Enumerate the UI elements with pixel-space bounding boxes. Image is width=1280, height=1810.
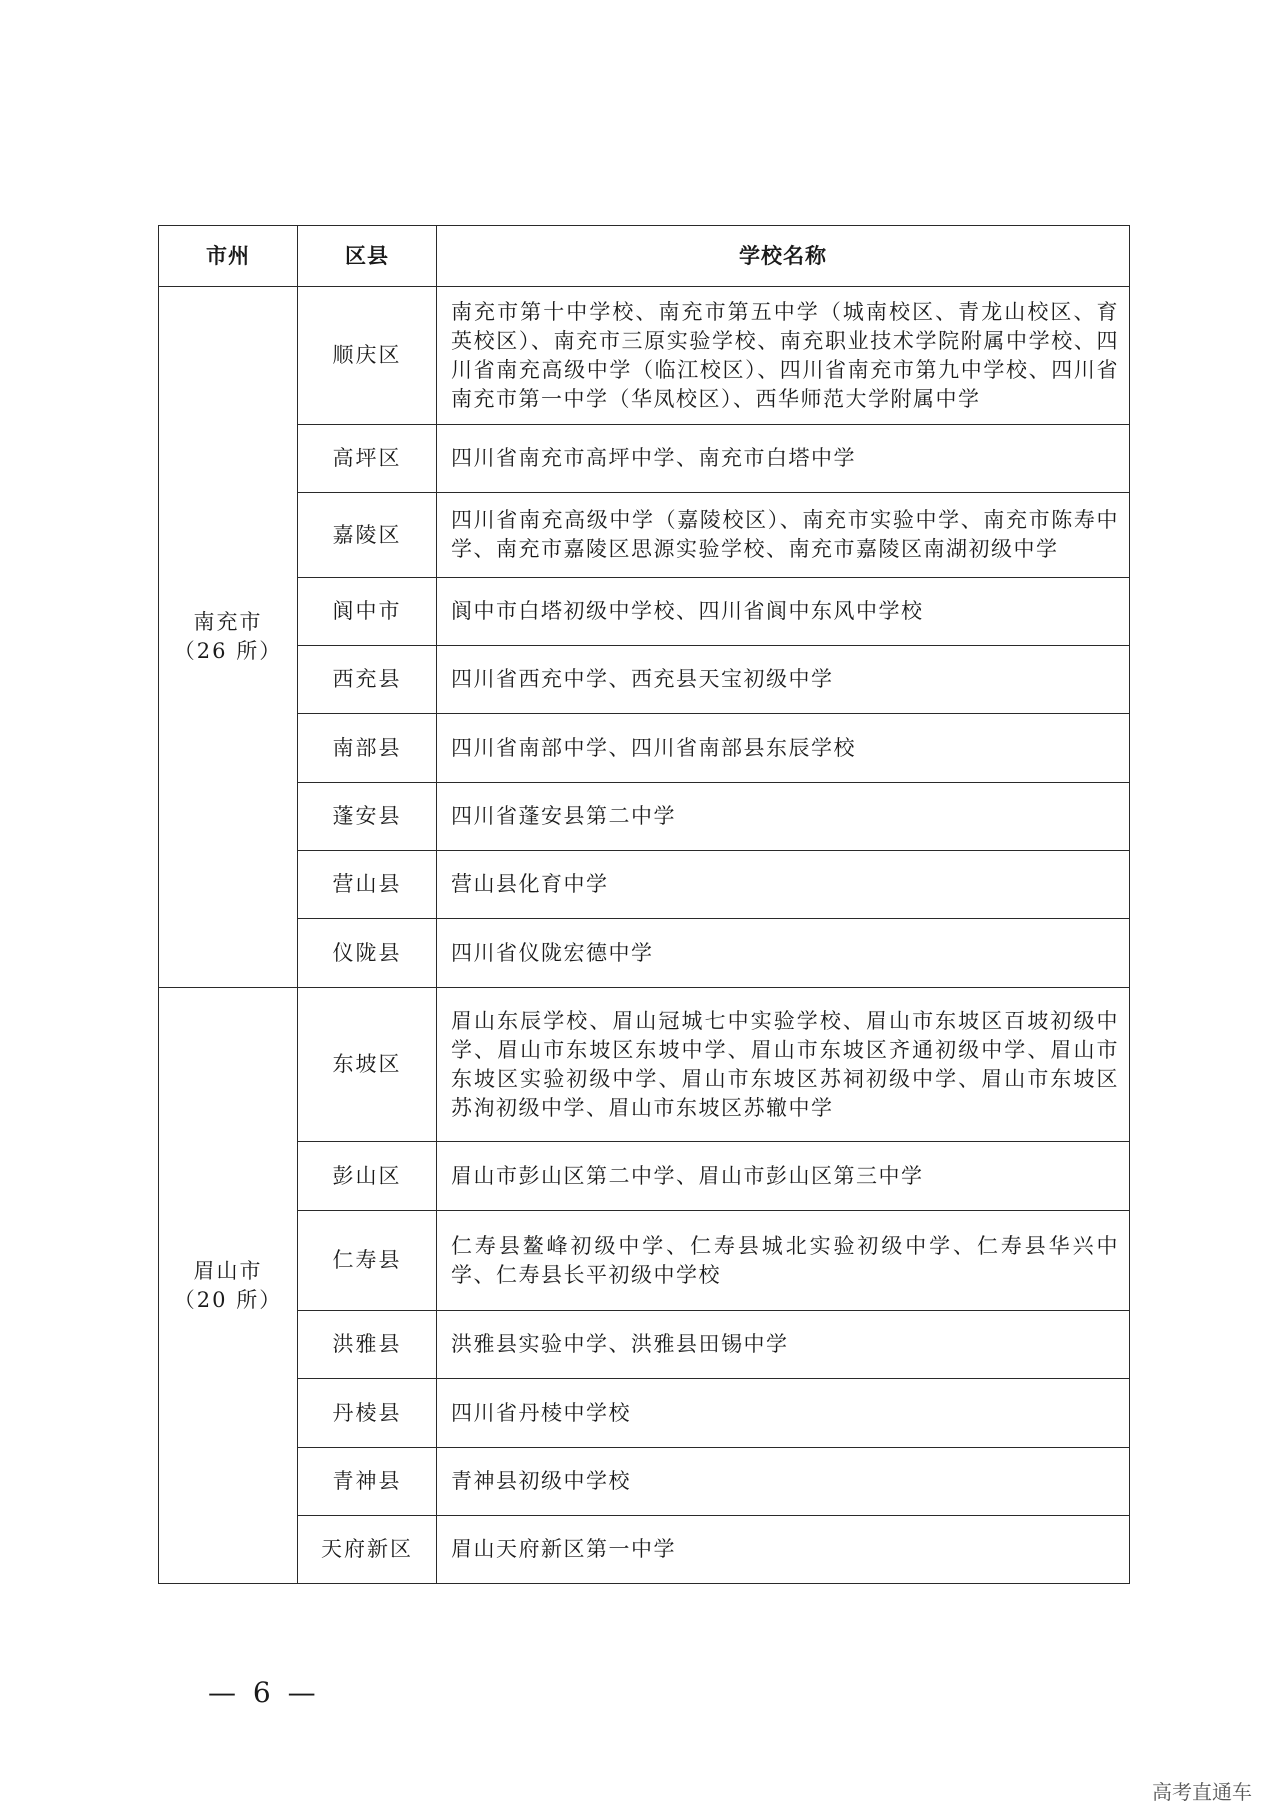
schools-cell: 营山县化育中学	[437, 851, 1130, 919]
table-row	[159, 988, 1130, 1142]
schools-cell: 四川省南充高级中学（嘉陵校区）、南充市实验中学、南充市陈寿中学、南充市嘉陵区思源实验学校、南充市嘉陵区南湖初级中学	[437, 493, 1130, 578]
header-district: 区县	[298, 226, 437, 287]
district-cell: 南部县	[298, 714, 437, 783]
city-cell	[159, 988, 298, 1584]
district-cell: 东坡区	[298, 988, 437, 1142]
table-row	[159, 578, 1130, 646]
table-row	[159, 851, 1130, 919]
table-header-row	[159, 226, 1130, 287]
table-row	[159, 287, 1130, 425]
city-cell	[159, 287, 298, 988]
district-cell: 彭山区	[298, 1142, 437, 1211]
district-cell: 仪陇县	[298, 919, 437, 988]
district-cell: 西充县	[298, 646, 437, 714]
schools-cell: 四川省丹棱中学校	[437, 1379, 1130, 1448]
table-row	[159, 1142, 1130, 1211]
city-name: 南充市	[193, 610, 263, 634]
schools-cell: 仁寿县鳌峰初级中学、仁寿县城北实验初级中学、仁寿县华兴中学、仁寿县长平初级中学校	[437, 1211, 1130, 1311]
table-row	[159, 646, 1130, 714]
schools-cell: 眉山东辰学校、眉山冠城七中实验学校、眉山市东坡区百坡初级中学、眉山市东坡区东坡中学、眉山市东坡区齐通初级中学、眉山市东坡区实验初级中学、眉山市东坡区苏祠初级中学、眉山市东坡区苏洵初级中学、眉山市东坡区苏辙中学	[437, 988, 1130, 1142]
schools-cell: 眉山市彭山区第二中学、眉山市彭山区第三中学	[437, 1142, 1130, 1211]
district-cell: 蓬安县	[298, 783, 437, 851]
table-row	[159, 919, 1130, 988]
table-row	[159, 1448, 1130, 1516]
header-city: 市州	[159, 226, 298, 287]
schools-cell: 四川省蓬安县第二中学	[437, 783, 1130, 851]
schools-cell: 青神县初级中学校	[437, 1448, 1130, 1516]
district-cell: 营山县	[298, 851, 437, 919]
district-cell: 青神县	[298, 1448, 437, 1516]
district-cell: 顺庆区	[298, 287, 437, 425]
district-cell: 仁寿县	[298, 1211, 437, 1311]
table-row	[159, 1311, 1130, 1379]
table-row	[159, 1211, 1130, 1311]
schools-cell: 四川省南部中学、四川省南部县东辰学校	[437, 714, 1130, 783]
district-cell: 高坪区	[298, 425, 437, 493]
page-number: — 6 —	[208, 1676, 320, 1709]
schools-cell: 四川省西充中学、西充县天宝初级中学	[437, 646, 1130, 714]
schools-cell: 四川省仪陇宏德中学	[437, 919, 1130, 988]
district-cell: 洪雅县	[298, 1311, 437, 1379]
city-name: 眉山市	[193, 1258, 263, 1283]
district-cell: 天府新区	[298, 1516, 437, 1584]
table-row	[159, 425, 1130, 493]
watermark-text: 高考直通车	[1152, 1780, 1252, 1804]
schools-cell: 四川省南充市高坪中学、南充市白塔中学	[437, 425, 1130, 493]
header-schools: 学校名称	[437, 226, 1130, 287]
table-row	[159, 714, 1130, 783]
city-school-count: （26 所）	[173, 639, 283, 663]
schools-cell: 洪雅县实验中学、洪雅县田锡中学	[437, 1311, 1130, 1379]
table-row	[159, 1379, 1130, 1448]
table-row	[159, 493, 1130, 578]
table-row	[159, 1516, 1130, 1584]
school-list-table	[158, 225, 1130, 1584]
district-cell: 丹棱县	[298, 1379, 437, 1448]
city-school-count: （20 所）	[173, 1287, 283, 1312]
schools-cell: 南充市第十中学校、南充市第五中学（城南校区、青龙山校区、育英校区）、南充市三原实验学校、南充职业技术学院附属中学校、四川省南充高级中学（临江校区）、四川省南充市第九中学校、四川省南充市第一中学（华凤校区）、西华师范大学附属中学	[437, 287, 1130, 425]
schools-cell: 阆中市白塔初级中学校、四川省阆中东风中学校	[437, 578, 1130, 646]
district-cell: 嘉陵区	[298, 493, 437, 578]
table-row	[159, 783, 1130, 851]
schools-cell: 眉山天府新区第一中学	[437, 1516, 1130, 1584]
district-cell: 阆中市	[298, 578, 437, 646]
